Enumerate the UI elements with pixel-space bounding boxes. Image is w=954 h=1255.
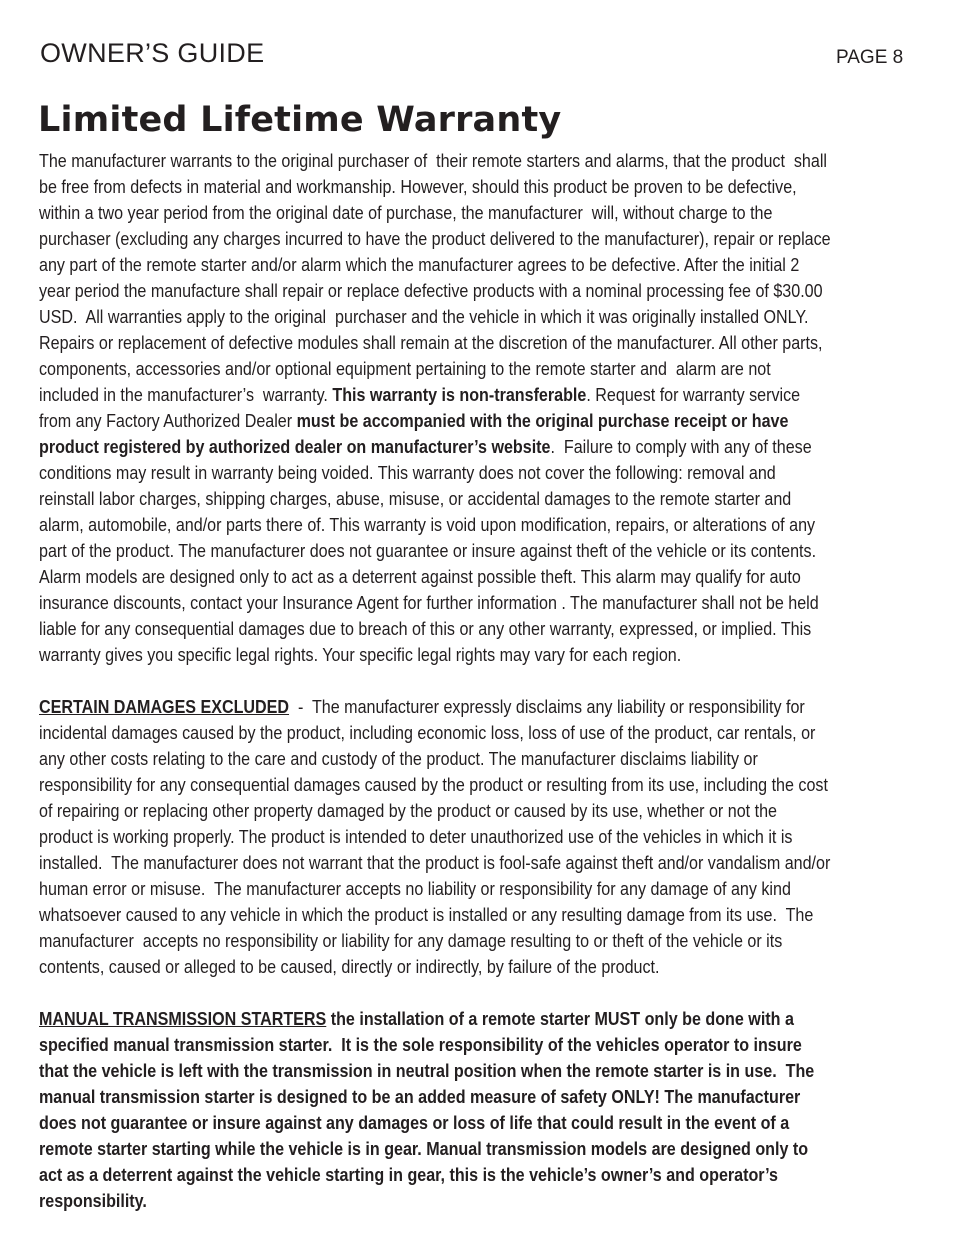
text-line: incidental damages caused by the product, including economic loss, loss of use of the product, car rentals, or — [39, 722, 816, 743]
paragraph-spacer — [39, 668, 919, 694]
page-title: Limited Lifetime Warranty — [38, 100, 562, 140]
paragraph-spacer — [39, 980, 919, 1006]
non-transferable-notice: This warranty is non-transferable — [332, 384, 587, 405]
text-line: act as a deterrent against the vehicle starting in gear, this is the vehicle’s owner’s and operator’s — [39, 1164, 778, 1185]
text-line: liable for any consequential damages due to breach of this or any other warranty, expressed, or implied. This — [39, 618, 812, 639]
damages-excluded-paragraph — [39, 694, 919, 980]
text-line: remote starter starting while the vehicle is in gear. Manual transmission models are designed only to — [39, 1138, 809, 1159]
text-line: part of the product. The manufacturer does not guarantee or insure against theft of the vehicle or its contents. — [39, 540, 817, 561]
text-line: alarm, automobile, and/or parts there of. This warranty is void upon modification, repairs, or alterations of any — [39, 514, 816, 535]
text-line: of repairing or replacing other property damaged by the product or caused by its use, whether or not the — [39, 800, 777, 821]
text-line: responsibility for any consequential damages caused by the product or resulting from its use, including the cost — [39, 774, 828, 795]
text-line: components, accessories and/or optional equipment pertaining to the remote starter and alarm are not — [39, 358, 771, 379]
text-line: purchaser (excluding any charges incurred to have the product delivered to the manufacturer), repair or replace — [39, 228, 831, 249]
owners-guide-header: OWNER’S GUIDE — [40, 38, 265, 68]
text-line: contents, caused or alleged to be caused, directly or indirectly, by failure of the product. — [39, 956, 660, 977]
text-line: USD. All warranties apply to the original purchaser and the vehicle in which it was originally installed ONLY. — [39, 306, 809, 327]
text-line: human error or misuse. The manufacturer accepts no liability or responsibility for any damage of any kind — [39, 878, 791, 899]
text-line — [39, 408, 809, 434]
text-line — [39, 434, 812, 460]
text-line: The manufacturer warrants to the original purchaser of their remote starters and alarms, that the product shall — [39, 150, 827, 171]
text-line: specified manual transmission starter. It is the sole responsibility of the vehicles operator to insure — [39, 1034, 802, 1055]
text-run: . Request for warranty service — [586, 384, 801, 405]
text-line — [39, 382, 809, 408]
text-line: any part of the remote starter and/or alarm which the manufacturer agrees to be defective. After the initial 2 — [39, 254, 800, 275]
text-run: the installation of a remote starter MUST only be done with a — [326, 1008, 794, 1029]
text-line: manual transmission starter is designed to be an added measure of safety ONLY! The manufacturer — [39, 1086, 801, 1107]
page-number: PAGE 8 — [836, 47, 904, 68]
text-run: from any Factory Authorized Dealer — [39, 410, 297, 431]
receipt-requirement: must be accompanied with the original purchase receipt or have — [296, 410, 789, 431]
text-line: Repairs or replacement of defective modules shall remain at the discretion of the manufacturer. All other parts, — [39, 332, 823, 353]
text-run: - The manufacturer expressly disclaims any liability or responsibility for — [289, 696, 805, 717]
text-line: within a two year period from the original date of purchase, the manufacturer will, without charge to the — [39, 202, 773, 223]
text-line: year period the manufacture shall repair or replace defective products with a nominal processing fee of $30.00 — [39, 280, 823, 301]
text-line: manufacturer accepts no responsibility or liability for any damage resulting to or theft of the vehicle or its — [39, 930, 783, 951]
text-line — [39, 1006, 809, 1032]
manual-transmission-heading: MANUAL TRANSMISSION STARTERS — [39, 1008, 327, 1029]
text-line: be free from defects in material and workmanship. However, should this product be proven to be defective, — [39, 176, 797, 197]
text-line: responsibility. — [39, 1190, 147, 1211]
warranty-paragraph — [39, 148, 919, 668]
text-line: whatsoever caused to any vehicle in which the product is installed or any resulting damage from its use. The — [39, 904, 814, 925]
text-run: . Failure to comply with any of these — [550, 436, 812, 457]
text-line — [39, 694, 809, 720]
text-run: included in the manufacturer’s warranty. — [39, 384, 333, 405]
text-line: insurance discounts, contact your Insurance Agent for further information . The manufacturer shall not be held — [39, 592, 819, 613]
text-line: that the vehicle is left with the transmission in neutral position when the remote starter is in use. The — [39, 1060, 815, 1081]
text-line: warranty gives you specific legal rights. Your specific legal rights may vary for each region. — [39, 644, 682, 665]
text-line: conditions may result in warranty being voided. This warranty does not cover the following: removal and — [39, 462, 776, 483]
document-body — [39, 148, 919, 1214]
text-line: reinstall labor charges, shipping charges, abuse, misuse, or accidental damages to the remote starter and — [39, 488, 792, 509]
manual-transmission-paragraph — [39, 1006, 919, 1214]
text-line: Alarm models are designed only to act as a deterrent against possible theft. This alarm may qualify for auto — [39, 566, 801, 587]
text-line: does not guarantee or insure against any damages or loss of life that could result in the event of a — [39, 1112, 790, 1133]
damages-excluded-heading: CERTAIN DAMAGES EXCLUDED — [39, 696, 290, 717]
registration-requirement: product registered by authorized dealer on manufacturer’s website — [39, 436, 551, 457]
text-line: any other costs relating to the care and custody of the product. The manufacturer disclaims liability or — [39, 748, 758, 769]
text-line: installed. The manufacturer does not warrant that the product is fool-safe against theft and/or vandalism and/or — [39, 852, 831, 873]
text-line: product is working properly. The product is intended to deter unauthorized use of the vehicles in which it is — [39, 826, 793, 847]
